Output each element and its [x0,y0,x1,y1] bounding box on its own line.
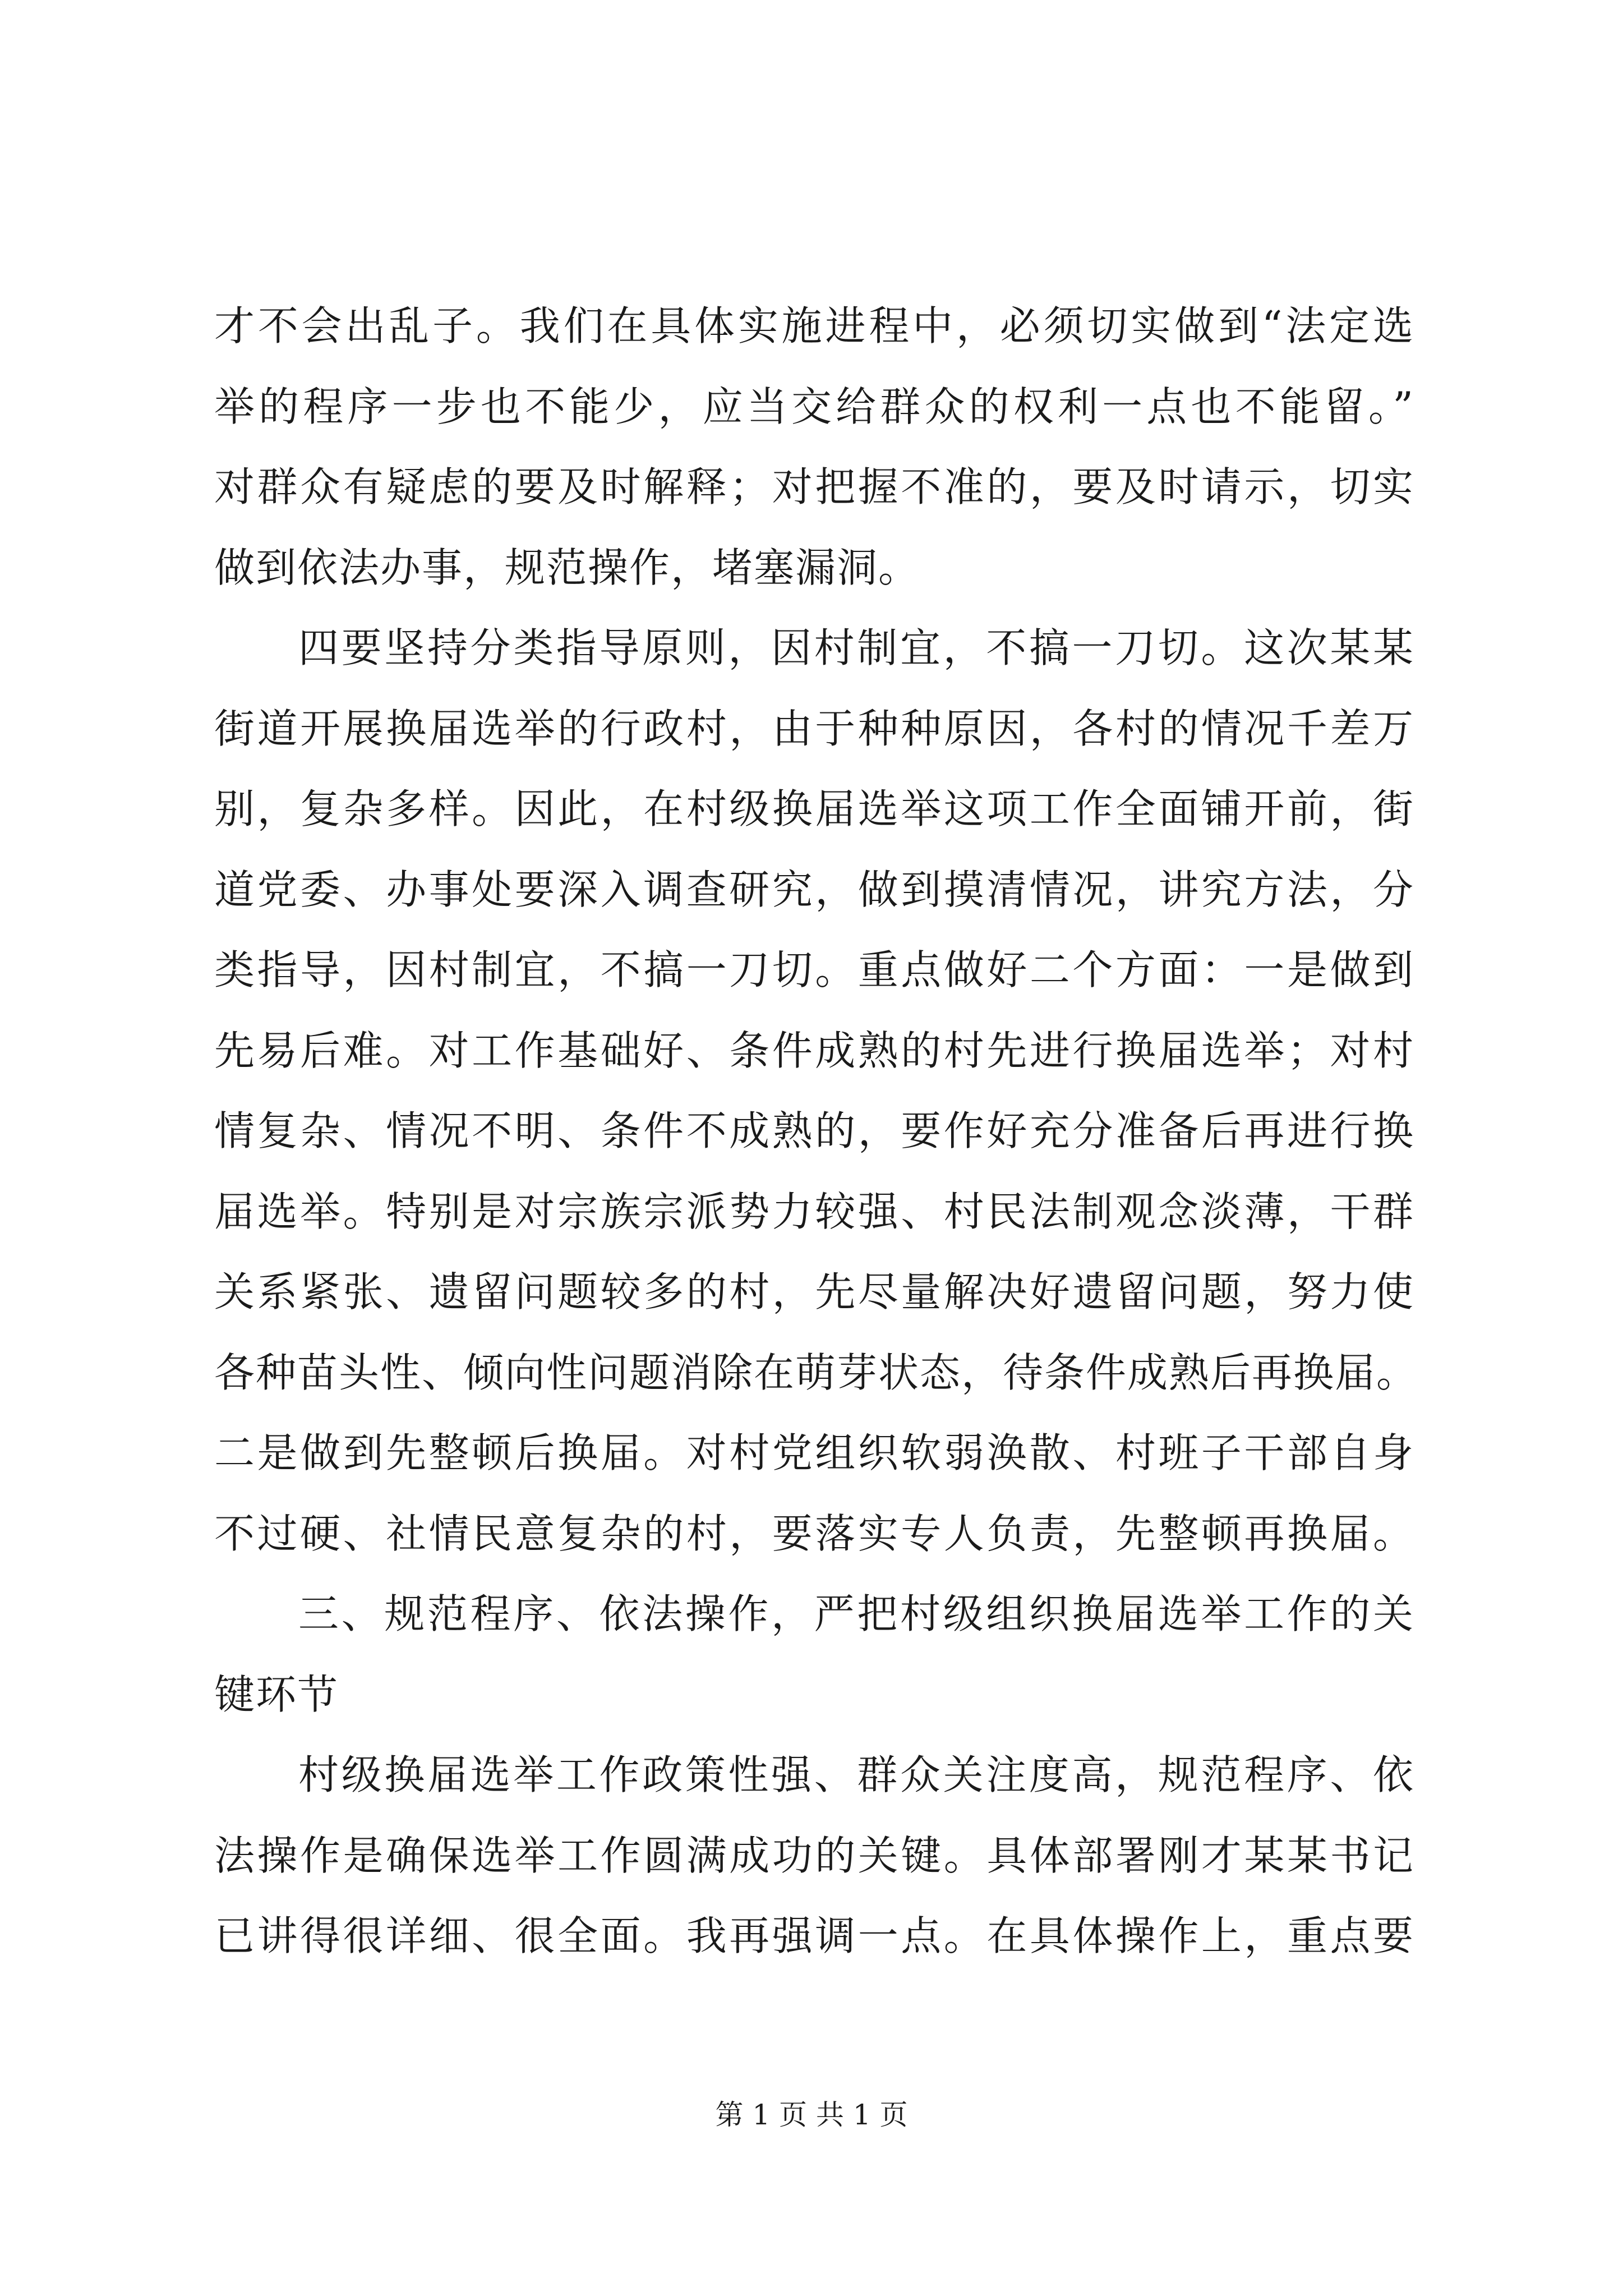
text-line-6: 街道开展换届选举的行政村，由于种种原因，各村的情况千差万 [214,705,1414,752]
text-line-10: 先易后难。对工作基础好、条件成熟的村先进行换届选举；对村 [214,1027,1414,1074]
section-heading-line-1: 三、规范程序、依法操作，严把村级组织换届选举工作的关 [298,1590,1414,1637]
body-text [214,286,1418,1977]
text-line-1: 才不会出乱子。我们在具体实施进程中，必须切实做到“法定选 [214,302,1414,349]
section-heading-line-2: 键环节 [214,1671,339,1718]
text-line-15: 二是做到先整顿后换届。对村党组织软弱涣散、村班子干部自身 [214,1429,1414,1476]
text-line-16: 不过硬、社情民意复杂的村，要落实专人负责，先整顿再换届。 [214,1510,1414,1557]
page-footer: 第 1 页 共 1 页 [715,2099,908,2131]
text-line-3: 对群众有疑虑的要及时解释；对把握不准的，要及时请示，切实 [214,463,1414,510]
text-line-13: 关系紧张、遗留问题较多的村，先尽量解决好遗留问题，努力使 [214,1268,1414,1315]
text-line-2: 举的程序一步也不能少，应当交给群众的权利一点也不能留。” [214,383,1414,430]
text-line-20: 法操作是确保选举工作圆满成功的关键。具体部署刚才某某书记 [214,1832,1414,1879]
text-line-4: 做到依法办事，规范操作，堵塞漏洞。 [214,544,920,591]
text-line-14: 各种苗头性、倾向性问题消除在萌芽状态，待条件成熟后再换届。 [214,1349,1418,1396]
text-line-19: 村级换届选举工作政策性强、群众关注度高，规范程序、依 [298,1751,1414,1798]
text-line-8: 道党委、办事处要深入调查研究，做到摸清情况，讲究方法，分 [214,866,1414,913]
text-line-5: 四要坚持分类指导原则，因村制宜，不搞一刀切。这次某某 [298,624,1414,671]
text-line-11: 情复杂、情况不明、条件不成熟的，要作好充分准备后再进行换 [214,1107,1414,1154]
text-line-9: 类指导，因村制宜，不搞一刀切。重点做好二个方面：一是做到 [214,946,1414,993]
text-line-7: 别，复杂多样。因此，在村级换届选举这项工作全面铺开前，街 [214,785,1414,832]
text-line-12: 届选举。特别是对宗族宗派势力较强、村民法制观念淡薄，干群 [214,1188,1414,1235]
text-line-21: 已讲得很详细、很全面。我再强调一点。在具体操作上，重点要 [214,1912,1414,1959]
